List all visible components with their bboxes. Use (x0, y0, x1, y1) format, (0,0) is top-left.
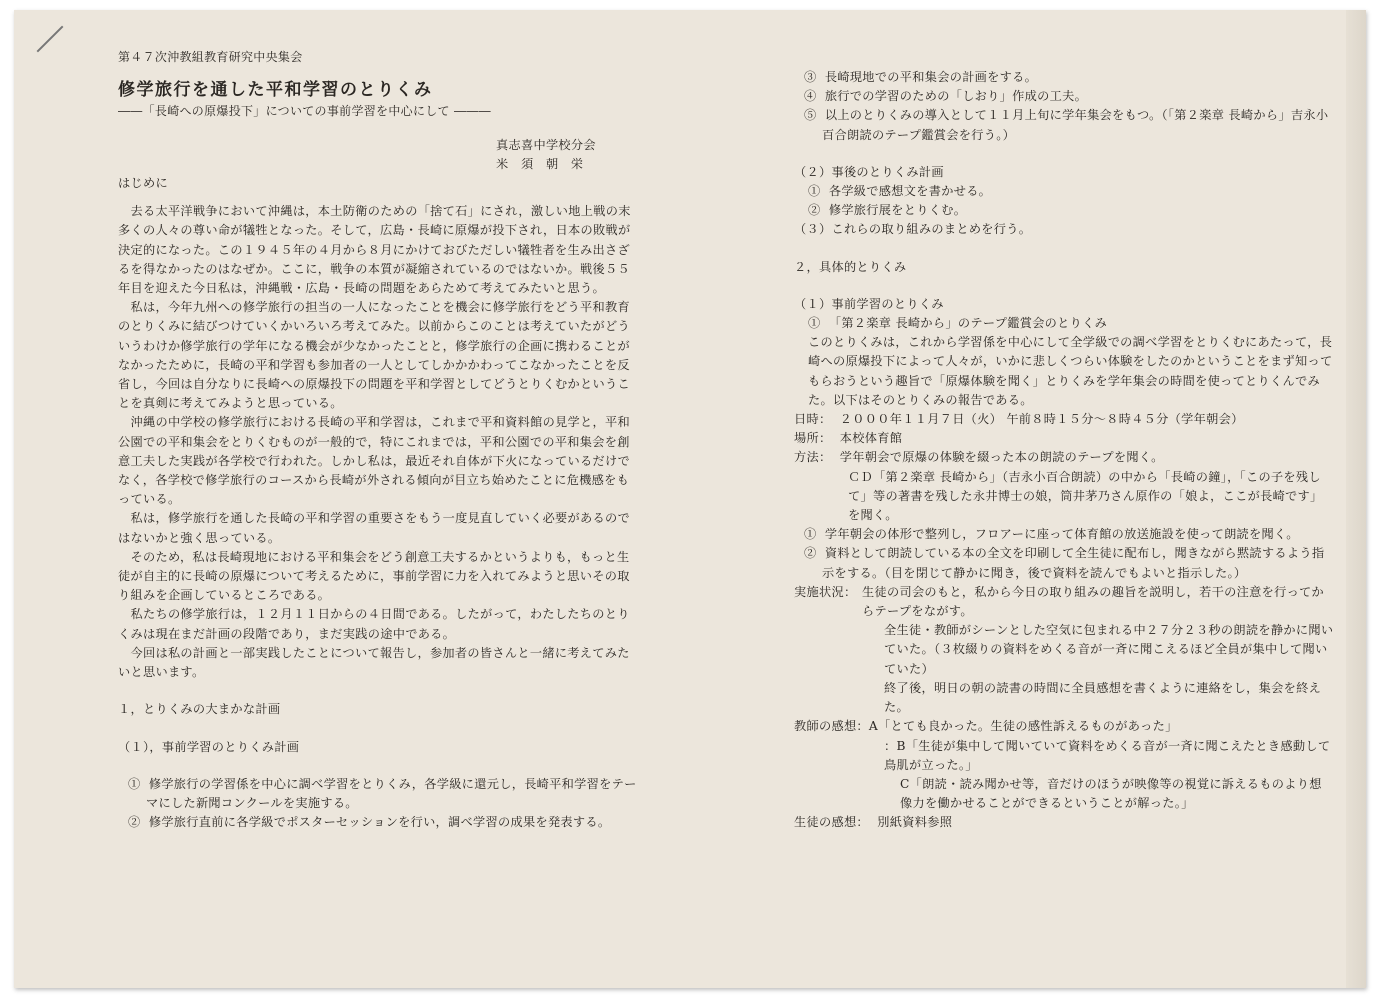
paragraph: 去る太平洋戦争において沖縄は，本土防衛のための「捨て石」にされ，激しい地上戦の末多くの人々の尊い命が犠牲となった。そして，広島・長崎に原爆が投下され，日本の敗戦が決定的になった。この１９４５年の４月から８月にかけておびただしい犠牲者を生み出さざるを得なかったのはなぜか。ここに，戦争の本質が凝縮されているのではないか。戦後５５年目を迎えた今日私は，沖縄戦・広島・長崎の問題をあらためて考えてみたいと思う。 (118, 204, 631, 296)
status-text: 終了後，明日の朝の読書の時間に全員感想を書くように連絡をし，集会を終えた。 (884, 680, 1322, 715)
list-item: ① 修学旅行の学習係を中心に調べ学習をとりくみ，各学級に還元し，長崎平和学習をテーマにした新聞コンクールを実施する。 (128, 776, 637, 810)
staple-mark (37, 26, 64, 53)
teacher-comment: 教師の感想：A「とても良かった。生徒の感性訴えるものがあった」 (794, 719, 1178, 734)
list-item: ② 修学旅行展をとりくむ。 (808, 203, 967, 218)
list-item: ③ 長崎現地での平和集会の計画をする。 (804, 70, 1038, 84)
subsection-heading: （３）これらの取り組みのまとめを行う。 (794, 222, 1032, 237)
list-item: ① 「第２楽章 長崎から」のテープ鑑賞会のとりくみ (808, 316, 1108, 331)
status-label: 実施状況： (794, 584, 857, 599)
document-title: 修学旅行を通した平和学習のとりくみ (118, 80, 433, 101)
author-name: 米 須 朝 栄 (496, 156, 584, 171)
page-edge (1346, 10, 1366, 988)
list-item: ⑤ 以上のとりくみの導入として１１月上旬に学年集会をもつ。（「第２楽章 長崎から」吉永小百合朗読のテープ鑑賞会を行う。） (804, 108, 1329, 142)
datetime-line: 日時： ２０００年１１月７日（火） 午前８時１５分～８時４５分（学年朝会） (794, 412, 1244, 427)
conference-name: 第４７次沖教組教育研究中央集会 (118, 50, 303, 64)
paragraph: 私は，今年九州への修学旅行の担当の一人になったことを機会に修学旅行をどう平和教育のとりくみに結びつけていくかいろいろ考えてみた。以前からこのことは考えていたがどういうわけか修学旅行の学年になる機会が少なかったことと，修学旅行の企画に携わることがなかったために，長崎の平和学習も参加者の一人としてしかかかわってこなかったことを反省し，今回は自分なりに長崎への原爆投下の問題を平和学習としてどうとりくむかということを真剣に考えてみようと思っている。 (118, 300, 630, 411)
section-heading: ２，具体的とりくみ (794, 259, 907, 274)
teacher-comment: C「朗読・読み聞かせ等，音だけのほうが映像等の視覚に訴えるものより想像力を働かせることができるということが解った。」 (900, 776, 1322, 811)
paragraph: 今回は私の計画と一部実践したことについて報告し，参加者の皆さんと一緒に考えてみたいと思います。 (118, 645, 630, 680)
subsection-heading: （２）事後のとりくみ計画 (794, 164, 944, 179)
method-line: 方法： 学年朝会で原爆の体験を綴った本の朗読のテープを聞く。 (794, 450, 1164, 465)
list-item: ② 修学旅行直前に各学級でポスターセッションを行い，調べ学習の成果を発表する。 (128, 815, 611, 830)
student-comment: 生徒の感想： 別紙資料参照 (794, 815, 953, 830)
paragraph: 私は，修学旅行を通した長崎の平和学習の重要さをもう一度見直していく必要があるのではないかと強く思っている。 (118, 511, 630, 545)
right-column (794, 68, 1334, 833)
status-text: 全生徒・教師がシーンとした空気に包まれる中２７分２３秒の朗読を静かに聞いていた。（３枚綴りの資料をめくる音が一斉に聞こえるほど全員が集中して聞いていた） (884, 623, 1334, 676)
method-detail: ＣＤ「第２楽章 長崎から」（吉永小百合朗読）の中から「長崎の鐘」，「この子を残して」等の著書を残した永井博士の娘，筒井茅乃さん原作の「娘よ，ここが長崎です」を聞く。 (848, 469, 1323, 523)
intro-heading: はじめに (118, 176, 168, 191)
subsection-heading: （１）事前学習のとりくみ (794, 296, 944, 311)
paragraph: そのため，私は長崎現地における平和集会をどう創意工夫するかというよりも，もっと生徒が自主的に長崎の原爆について考えるために，事前学習に力を入れてみようと思いその取り組みを企画しているところである。 (118, 549, 630, 603)
paragraph: 沖縄の中学校の修学旅行における長崎の平和学習は，これまで平和資料館の見学と，平和公園での平和集会をとりくむものが一般的で，特にこれまでは，平和公園での平和集会を創意工夫した実践が各学校で行われた。しかし私は，最近それ自体が下火になっているだけでなく，各学校で修学旅行のコースから長崎が外される傾向が目立ち始めたことに危機感をもっている。 (118, 415, 630, 507)
paragraph: このとりくみは，これから学習係を中心にして全学級での調べ学習をとりくむにあたって，長崎への原爆投下によって人々が，いかに悲しくつらい体験をしたのかということをまず知ってもらおうという趣旨で「原爆体験を聞く」とりくみを学年集会の時間を使ってとりくんでみた。以下はそのとりくみの報告である。 (808, 335, 1333, 407)
paragraph: 私たちの修学旅行は，１２月１１日からの４日間である。したがって，わたしたちのとりくみは現在まだ計画の段階であり，まだ実践の途中である。 (118, 607, 630, 641)
teacher-comment: ：B「生徒が集中して聞いていて資料をめくる音が一斉に聞こえたとき感動して鳥肌が立った。」 (884, 738, 1331, 772)
author-org: 真志喜中学校分会 (496, 137, 596, 152)
list-item: ② 資料として朗読している本の全文を印刷して全生徒に配布し，聞きながら黙読するよう指示をする。（目を閉じて静かに聞き，後で資料を読んでもよいと指示した。） (804, 546, 1325, 580)
list-item: ④ 旅行での学習のための「しおり」作成の工夫。 (804, 89, 1088, 104)
left-column (118, 48, 638, 832)
list-item: ① 学年朝会の体形で整列し，フロアーに座って体育館の放送施設を使って朗読を聞く。 (804, 527, 1299, 542)
section-heading: １，とりくみの大まかな計画 (118, 702, 281, 717)
list-item: ① 各学級で感想文を書かせる。 (808, 184, 992, 199)
paper-sheet (14, 10, 1366, 988)
document-subtitle: ――「長崎への原爆投下」についての事前学習を中心にして ――― (118, 104, 491, 119)
subsection-heading: （１），事前学習のとりくみ計画 (118, 739, 300, 754)
status-text: 生徒の司会のもと，私から今日の取り組みの趣旨を説明し，若干の注意を行ってからテープをながす。 (862, 584, 1325, 619)
place-line: 場所： 本校体育館 (794, 431, 903, 446)
